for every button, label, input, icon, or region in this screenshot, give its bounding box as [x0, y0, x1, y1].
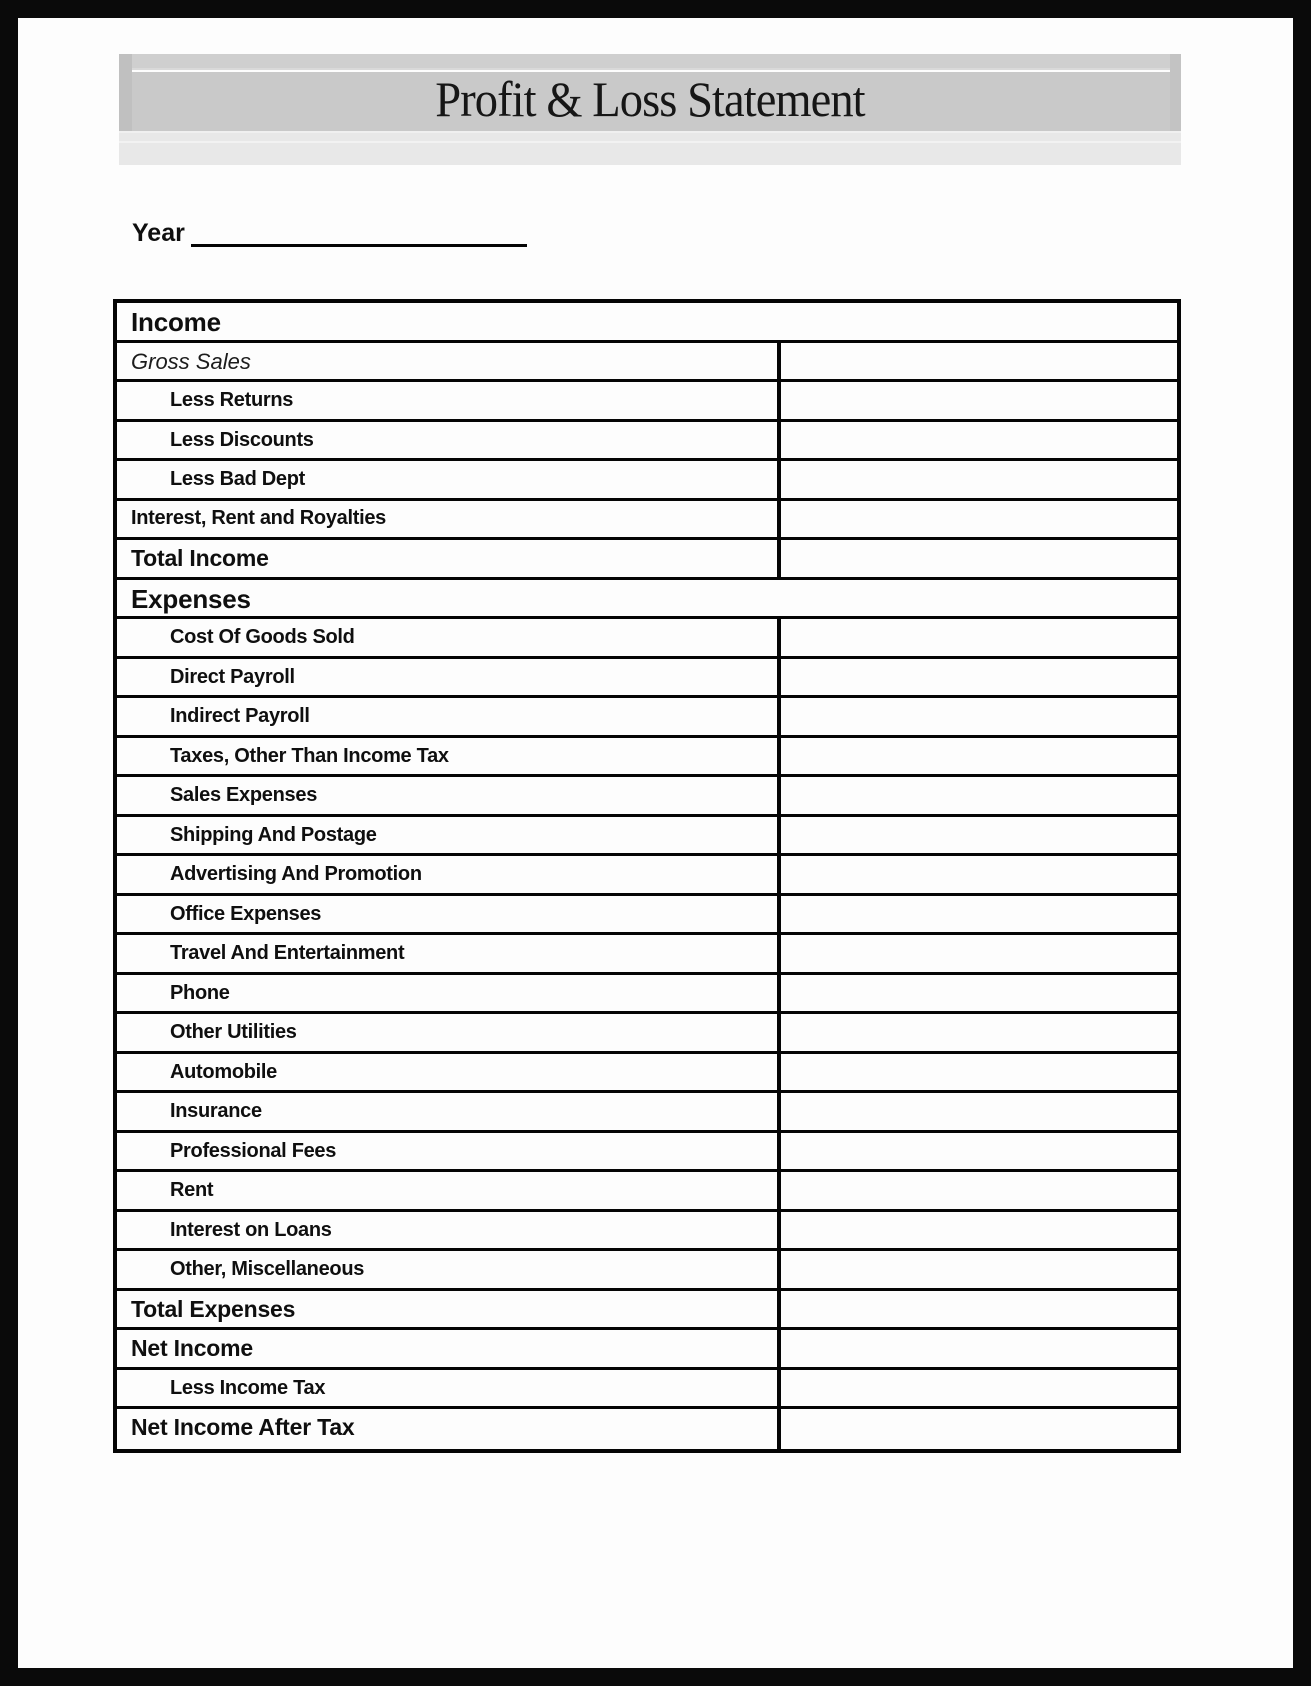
value-cell-insurance: [777, 1093, 1177, 1130]
value-cell-less-income-tax: [777, 1370, 1177, 1407]
row-direct-payroll: [117, 659, 1177, 699]
value-cell-direct-payroll: [777, 659, 1177, 696]
value-cell-less-returns: [777, 382, 1177, 419]
value-cell-taxes-other-than-income-tax: [777, 738, 1177, 775]
row-sales-expenses: [117, 777, 1177, 817]
row-cost-of-goods-sold: [117, 619, 1177, 659]
year-label: Year: [132, 219, 185, 247]
row-label-travel-and-entertainment: Travel And Entertainment: [170, 942, 405, 964]
row-other-miscellaneous: [117, 1251, 1177, 1291]
value-cell-indirect-payroll: [777, 698, 1177, 735]
row-travel-and-entertainment: [117, 935, 1177, 975]
row-label-gross-sales: Gross Sales: [131, 348, 251, 374]
row-net-income-after-tax: [117, 1409, 1177, 1449]
value-cell-net-income: [777, 1330, 1177, 1367]
row-interest-on-loans: [117, 1212, 1177, 1252]
row-net-income: [117, 1330, 1177, 1370]
row-label-total-income: Total Income: [131, 545, 269, 571]
value-cell-office-expenses: [777, 896, 1177, 933]
row-label-less-income-tax: Less Income Tax: [170, 1376, 326, 1399]
row-insurance: [117, 1093, 1177, 1133]
title-banner: [119, 54, 1181, 165]
row-less-discounts: [117, 422, 1177, 462]
value-cell-professional-fees: [777, 1133, 1177, 1170]
year-row: [132, 218, 527, 248]
row-label-total-expenses: Total Expenses: [131, 1295, 296, 1322]
row-label-rent: Rent: [170, 1179, 214, 1201]
row-label-net-income: Net Income: [131, 1335, 253, 1361]
row-label-interest-rent-and-royalties: Interest, Rent and Royalties: [131, 506, 386, 529]
banner-left-edge: [119, 54, 132, 131]
row-label-other-utilities: Other Utilities: [170, 1021, 297, 1043]
row-phone: [117, 975, 1177, 1015]
row-automobile: [117, 1054, 1177, 1094]
row-label-sales-expenses: Sales Expenses: [170, 784, 318, 806]
row-label-less-bad-dept: Less Bad Dept: [170, 468, 306, 490]
value-cell-net-income-after-tax: [777, 1409, 1177, 1449]
row-shipping-and-postage: [117, 817, 1177, 857]
row-label-direct-payroll: Direct Payroll: [170, 665, 295, 688]
row-taxes-other-than-income-tax: [117, 738, 1177, 778]
document-page: [18, 18, 1293, 1668]
value-cell-less-bad-dept: [777, 461, 1177, 498]
value-cell-gross-sales: [777, 343, 1177, 380]
row-less-income-tax: [117, 1370, 1177, 1410]
row-label-other-miscellaneous: Other, Miscellaneous: [170, 1258, 365, 1280]
row-label-taxes-other-than-income-tax: Taxes, Other Than Income Tax: [170, 744, 449, 767]
row-label-net-income-after-tax: Net Income After Tax: [131, 1414, 355, 1440]
row-label-less-discounts: Less Discounts: [170, 428, 314, 451]
value-cell-advertising-and-promotion: [777, 856, 1177, 893]
row-label-advertising-and-promotion: Advertising And Promotion: [170, 863, 422, 885]
row-label-professional-fees: Professional Fees: [170, 1139, 337, 1162]
row-indirect-payroll: [117, 698, 1177, 738]
row-total-expenses: [117, 1291, 1177, 1331]
row-label-insurance: Insurance: [170, 1100, 262, 1122]
row-rent: [117, 1172, 1177, 1212]
row-income: [117, 303, 1177, 343]
value-cell-automobile: [777, 1054, 1177, 1091]
row-expenses: [117, 580, 1177, 620]
value-cell-cost-of-goods-sold: [777, 619, 1177, 656]
row-label-shipping-and-postage: Shipping And Postage: [170, 823, 377, 846]
page-title: Profit & Loss Statement: [435, 71, 865, 127]
value-cell-interest-on-loans: [777, 1212, 1177, 1249]
row-interest-rent-and-royalties: [117, 501, 1177, 541]
row-less-returns: [117, 382, 1177, 422]
row-total-income: [117, 540, 1177, 580]
row-label-automobile: Automobile: [170, 1060, 277, 1083]
row-label-cost-of-goods-sold: Cost Of Goods Sold: [170, 626, 355, 648]
row-label-indirect-payroll: Indirect Payroll: [170, 705, 310, 727]
value-cell-total-expenses: [777, 1291, 1177, 1328]
profit-loss-table: [113, 299, 1181, 1453]
banner-right-edge: [1170, 54, 1181, 131]
row-other-utilities: [117, 1014, 1177, 1054]
row-gross-sales: [117, 343, 1177, 383]
value-cell-interest-rent-and-royalties: [777, 501, 1177, 538]
row-office-expenses: [117, 896, 1177, 936]
value-cell-other-utilities: [777, 1014, 1177, 1051]
row-label-interest-on-loans: Interest on Loans: [170, 1218, 332, 1241]
banner-bottom-strip: [119, 131, 1181, 165]
row-label-expenses: Expenses: [131, 583, 251, 614]
year-fill-line: [191, 244, 527, 247]
value-cell-phone: [777, 975, 1177, 1012]
row-professional-fees: [117, 1133, 1177, 1173]
value-cell-sales-expenses: [777, 777, 1177, 814]
row-label-income: Income: [131, 307, 221, 337]
row-label-office-expenses: Office Expenses: [170, 902, 322, 925]
value-cell-other-miscellaneous: [777, 1251, 1177, 1288]
row-less-bad-dept: [117, 461, 1177, 501]
value-cell-travel-and-entertainment: [777, 935, 1177, 972]
row-label-phone: Phone: [170, 981, 230, 1004]
value-cell-rent: [777, 1172, 1177, 1209]
row-advertising-and-promotion: [117, 856, 1177, 896]
value-cell-shipping-and-postage: [777, 817, 1177, 854]
row-label-less-returns: Less Returns: [170, 389, 294, 411]
value-cell-total-income: [777, 540, 1177, 577]
value-cell-less-discounts: [777, 422, 1177, 459]
